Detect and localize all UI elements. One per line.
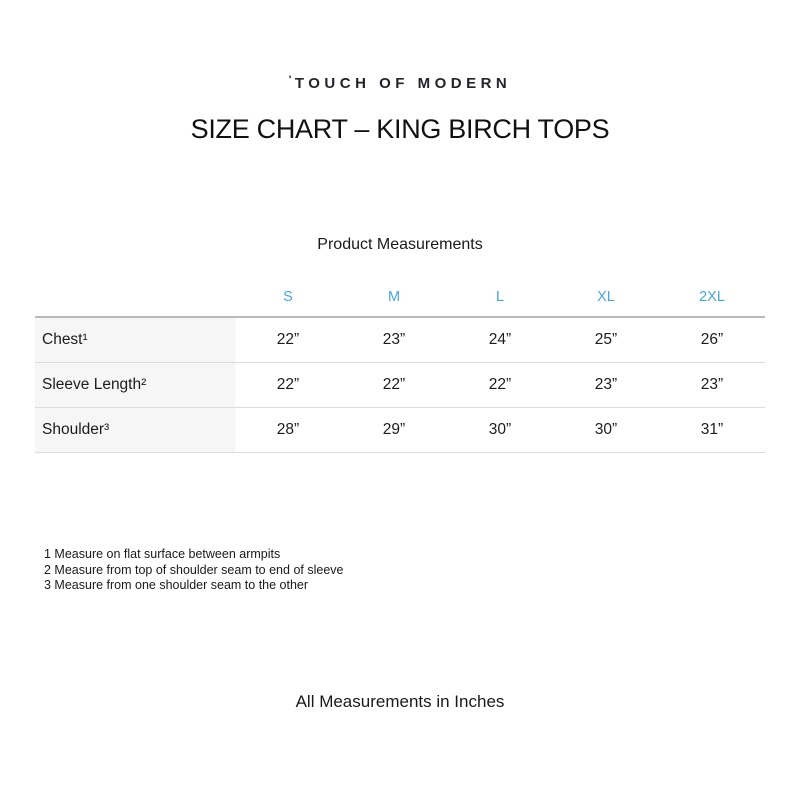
footnote-2: 2 Measure from top of shoulder seam to end of sleeve: [44, 562, 344, 577]
cell-shoulder-m: 29”: [382, 421, 406, 438]
column-header-l: L: [495, 289, 505, 305]
cell-sleeve-m: 22”: [382, 376, 406, 393]
cell-shoulder-s: 28”: [276, 421, 300, 438]
cell-chest-2xl: 26”: [700, 331, 724, 348]
cell-sleeve-xl: 23”: [594, 376, 618, 393]
cell-sleeve-l: 22”: [488, 376, 512, 393]
cell-chest-m: 23”: [382, 331, 406, 348]
cell-chest-l: 24”: [488, 331, 512, 348]
brand-name: TOUCH OF MODERN: [294, 75, 512, 92]
cell-chest-xl: 25”: [594, 331, 618, 348]
row-label: Chest¹: [35, 318, 235, 362]
cell-sleeve-s: 22”: [276, 376, 300, 393]
column-header-2xl: 2XL: [699, 289, 725, 305]
table-header-label-spacer: [35, 278, 235, 316]
cell-sleeve-2xl: 23”: [700, 376, 724, 393]
page-title: SIZE CHART – KING BIRCH TOPS: [190, 114, 610, 144]
row-label: Shoulder³: [35, 408, 235, 452]
cell-shoulder-xl: 30”: [594, 421, 618, 438]
measurement-footnotes: [44, 547, 343, 594]
units-note: All Measurements in Inches: [295, 692, 505, 711]
cell-chest-s: 22”: [276, 331, 300, 348]
table-header-row: [35, 278, 765, 318]
cell-shoulder-l: 30”: [488, 421, 512, 438]
footnote-3: 3 Measure from one shoulder seam to the other: [44, 578, 309, 592]
brand-tick-icon: ': [288, 74, 296, 86]
brand-logo: [0, 74, 800, 92]
cell-shoulder-2xl: 31”: [700, 421, 724, 438]
column-header-s: S: [283, 289, 293, 305]
table-row-chest: [35, 318, 765, 363]
size-table: [35, 278, 765, 453]
column-header-xl: XL: [597, 289, 615, 305]
table-row-sleeve-length: [35, 363, 765, 408]
section-title: Product Measurements: [317, 236, 483, 253]
column-header-m: M: [387, 289, 401, 305]
row-label: Sleeve Length²: [35, 363, 235, 407]
table-row-shoulder: [35, 408, 765, 453]
footnote-1: 1 Measure on flat surface between armpits: [44, 547, 281, 561]
